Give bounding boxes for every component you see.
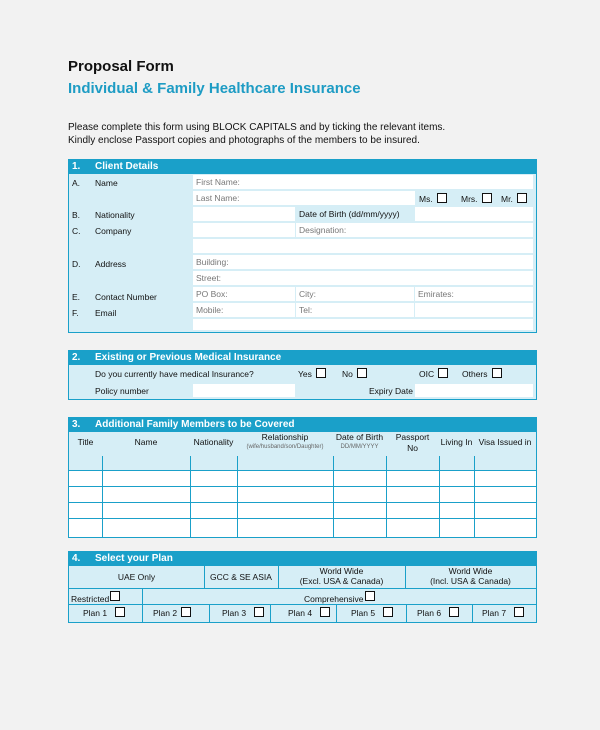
comprehensive-checkbox[interactable]: [365, 591, 375, 601]
last-name-field[interactable]: [193, 191, 415, 205]
plan-label: Plan 6: [417, 608, 442, 618]
email-field[interactable]: [193, 319, 533, 330]
others-option[interactable]: [462, 368, 502, 379]
tel-placeholder: Tel:: [299, 305, 313, 315]
nationality-label: Nationality: [95, 210, 135, 220]
no-option[interactable]: [342, 368, 367, 379]
mrs-label: Mrs.: [461, 194, 478, 204]
plan-label: Plan 5: [351, 608, 376, 618]
ms-checkbox[interactable]: [437, 193, 447, 203]
col-passport: Passport: [395, 432, 430, 442]
mr-option[interactable]: [501, 193, 527, 204]
contact-number-label: Contact Number: [95, 292, 157, 302]
contact-extra-field[interactable]: [415, 303, 533, 317]
oic-label: OIC: [419, 369, 435, 379]
section-number: 4.: [72, 553, 81, 564]
plan-label: Plan 1: [83, 608, 108, 618]
col-dob: Date of Birth: [335, 432, 384, 442]
col-passport-no: No: [407, 443, 418, 453]
policy-number-field[interactable]: [193, 384, 295, 397]
uae-only-label: UAE Only: [117, 572, 156, 582]
expiry-date-field[interactable]: [415, 384, 533, 397]
comprehensive-label: Comprehensive: [304, 594, 364, 604]
ms-option[interactable]: [419, 193, 447, 204]
table-row[interactable]: [69, 519, 536, 536]
page-title: Proposal Form: [68, 58, 174, 75]
city-field[interactable]: [296, 287, 414, 301]
policy-number-label: Policy number: [95, 386, 149, 396]
company-field[interactable]: [193, 223, 295, 237]
plan-label: Plan 4: [288, 608, 313, 618]
others-label: Others: [462, 369, 488, 379]
section-header: [68, 417, 537, 432]
restricted-option[interactable]: [71, 591, 120, 604]
row-letter: D.: [72, 259, 81, 269]
section-title: Client Details: [95, 161, 159, 172]
col-title: Title: [77, 437, 94, 447]
family-members-section: [68, 417, 537, 538]
designation-placeholder: Designation:: [299, 225, 347, 235]
oic-checkbox[interactable]: [438, 368, 448, 378]
plan-3-option[interactable]: [222, 607, 264, 618]
section-title: Additional Family Members to be Covered: [95, 419, 295, 430]
plan-1-option[interactable]: [83, 607, 125, 618]
dob-field[interactable]: [415, 207, 533, 221]
section-header: [68, 350, 537, 365]
mobile-placeholder: Mobile:: [196, 305, 224, 315]
ww-incl-label: World Wide: [448, 566, 493, 576]
plan-section: [68, 551, 537, 623]
col-living-in: Living In: [440, 437, 473, 447]
first-name-placeholder: First Name:: [196, 177, 240, 187]
yes-checkbox[interactable]: [316, 368, 326, 378]
plan-checkbox[interactable]: [254, 607, 264, 617]
mrs-checkbox[interactable]: [482, 193, 492, 203]
street-placeholder: Street:: [196, 273, 222, 283]
plan-2-option[interactable]: [153, 607, 191, 618]
row-letter: A.: [72, 178, 81, 188]
col-relationship: Relationship: [261, 432, 309, 442]
name-label: Name: [95, 178, 118, 188]
plan-checkbox[interactable]: [320, 607, 330, 617]
section-number: 2.: [72, 352, 81, 363]
existing-insurance-section: [68, 350, 537, 400]
ww-excl-sub: (Excl. USA & Canada): [299, 576, 384, 586]
table-row[interactable]: [69, 471, 536, 486]
table-row[interactable]: [69, 487, 536, 502]
po-box-placeholder: PO Box:: [196, 289, 228, 299]
col-name: Name: [134, 437, 158, 447]
po-box-field[interactable]: [193, 287, 295, 301]
plan-label: Plan 2: [153, 608, 178, 618]
row-letter: C.: [72, 226, 81, 236]
insurance-question: Do you currently have medical Insurance?: [95, 369, 254, 379]
others-checkbox[interactable]: [492, 368, 502, 378]
section-header: [68, 159, 537, 174]
building-input[interactable]: [193, 255, 533, 269]
expiry-date-label: Expiry Date: [369, 386, 413, 396]
city-placeholder: City:: [299, 289, 316, 299]
col-visa: Visa Issued in: [478, 437, 532, 447]
plan-checkbox[interactable]: [383, 607, 393, 617]
plan-4-option[interactable]: [288, 607, 330, 618]
section-number: 3.: [72, 419, 81, 430]
row-letter: B.: [72, 210, 81, 220]
emirates-field[interactable]: [415, 287, 533, 301]
plan-checkbox[interactable]: [181, 607, 191, 617]
plan-7-option[interactable]: [482, 607, 524, 618]
row-letter: F.: [72, 308, 79, 318]
building-placeholder-text: Building:: [196, 257, 229, 267]
first-name-field[interactable]: [193, 175, 533, 189]
table-row[interactable]: [69, 503, 536, 518]
intro-line-2: Kindly enclose Passport copies and photographs of the members to be insured.: [68, 135, 420, 146]
mr-label: Mr.: [501, 194, 513, 204]
building-field[interactable]: [193, 239, 533, 253]
ms-label: Ms.: [419, 194, 433, 204]
plan-6-option[interactable]: [417, 607, 459, 618]
plan-5-option[interactable]: [351, 607, 393, 618]
nationality-field[interactable]: [193, 207, 295, 221]
plan-label: Plan 7: [482, 608, 507, 618]
plan-checkbox[interactable]: [115, 607, 125, 617]
section-title: Existing or Previous Medical Insurance: [95, 352, 282, 363]
no-label: No: [342, 369, 353, 379]
mr-checkbox[interactable]: [517, 193, 527, 203]
last-name-placeholder: Last Name:: [196, 193, 240, 203]
plan-checkbox[interactable]: [449, 607, 459, 617]
street-field[interactable]: [193, 271, 533, 285]
col-relationship-sub: (wife/husband/son/Daughter): [246, 444, 324, 450]
plan-checkbox[interactable]: [514, 607, 524, 617]
col-dob-sub: DD/MM/YYYY: [340, 444, 379, 450]
restricted-label: Restricted: [71, 594, 110, 604]
ww-incl-sub: (Incl. USA & Canada): [430, 576, 511, 586]
mobile-field[interactable]: [193, 303, 295, 317]
tel-field[interactable]: [296, 303, 414, 317]
ww-excl-label: World Wide: [319, 566, 364, 576]
designation-field[interactable]: [296, 223, 533, 237]
gcc-label: GCC & SE ASIA: [210, 572, 272, 582]
mrs-option[interactable]: [461, 193, 492, 204]
section-title: Select your Plan: [95, 553, 173, 564]
dob-label: Date of Birth (dd/mm/yyyy): [299, 209, 400, 219]
plan-label: Plan 3: [222, 608, 247, 618]
comprehensive-option[interactable]: [304, 591, 375, 604]
yes-label: Yes: [298, 369, 312, 379]
col-nationality: Nationality: [193, 437, 234, 447]
section-header: [68, 551, 537, 566]
company-label: Company: [95, 226, 132, 236]
row-letter: E.: [72, 292, 81, 302]
page-subtitle: Individual & Family Healthcare Insurance: [68, 80, 361, 97]
no-checkbox[interactable]: [357, 368, 367, 378]
yes-option[interactable]: [298, 368, 326, 379]
intro-line-1: Please complete this form using BLOCK CAPITALS and by ticking the relevant items.: [68, 122, 446, 133]
oic-option[interactable]: [419, 368, 448, 379]
address-label: Address: [95, 259, 127, 269]
section-number: 1.: [72, 161, 81, 172]
client-details-section: [68, 159, 537, 333]
email-label: Email: [95, 308, 117, 318]
emirates-placeholder: Emirates:: [418, 289, 454, 299]
restricted-checkbox[interactable]: [110, 591, 120, 601]
